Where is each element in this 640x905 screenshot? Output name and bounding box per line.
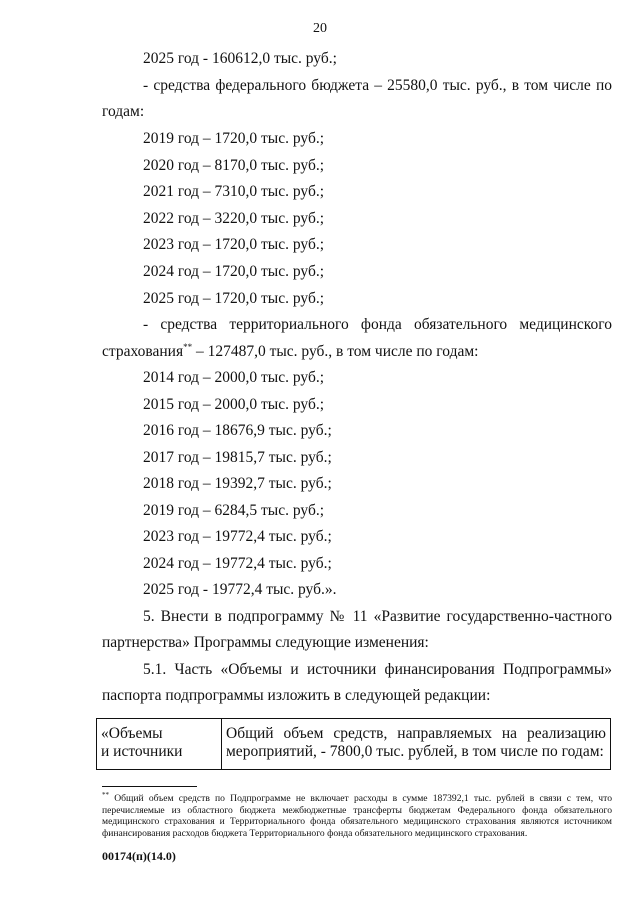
territorial-fund-label: страхования: [102, 343, 184, 360]
federal-year-line: 2025 год – 1720,0 тыс. руб.;: [143, 290, 325, 307]
page-number: 20: [313, 21, 327, 36]
table-cell-label: [97, 719, 222, 770]
federal-year-line: 2024 год – 1720,0 тыс. руб.;: [143, 263, 325, 280]
territorial-year-line: 2014 год – 2000,0 тыс. руб.;: [143, 369, 325, 386]
footnote-text: Общий объем средств по Подпрограмме не включает расходы в сумме 187392,1 тыс. рублей в связи с тем, что перечисляемые из областного бюджета межбюджетные трансферты бюджетам Федерального фонда обязательного медицинского страхования и Территориального фонда обязательного медицинского страхования являются источником финансирования расходов бюджета Территориального фонда обязательного медицинского страхования.: [102, 793, 612, 839]
footnote-marker: **: [102, 790, 109, 799]
territorial-year-line: 2016 год – 18676,9 тыс. руб.;: [143, 422, 332, 439]
territorial-year-line: 2015 год – 2000,0 тыс. руб.;: [143, 396, 325, 413]
territorial-fund-amount: – 127487,0 тыс. руб., в том числе по годам:: [192, 343, 479, 360]
item-5-1-paragraph-cont: паспорта подпрограммы изложить в следующей редакции:: [102, 687, 491, 704]
passport-table: [96, 718, 611, 770]
item-5-paragraph-cont: партнерства» Программы следующие изменения:: [102, 634, 429, 651]
table-row: [97, 719, 611, 770]
territorial-year-line: 2017 год – 19815,7 тыс. руб.;: [143, 449, 332, 466]
footnote: [102, 790, 612, 839]
federal-year-line: 2021 год – 7310,0 тыс. руб.;: [143, 183, 325, 200]
document-code: 00174(п)(14.0): [102, 849, 176, 863]
territorial-year-line: 2019 год – 6284,5 тыс. руб.;: [143, 502, 325, 519]
territorial-fund-intro-cont: [102, 343, 478, 361]
table-label-line: «Объемы: [101, 725, 163, 742]
footnote-ref-marker: **: [183, 341, 193, 352]
text-line: 2025 год - 160612,0 тыс. руб.;: [143, 50, 337, 67]
territorial-fund-intro: - средства территориального фонда обязательного медицинского: [143, 316, 612, 333]
table-label-line: и источники: [101, 743, 183, 760]
territorial-year-line: 2018 год – 19392,7 тыс. руб.;: [143, 475, 332, 492]
federal-year-line: 2023 год – 1720,0 тыс. руб.;: [143, 236, 325, 253]
item-5-1-paragraph: 5.1. Часть «Объемы и источники финансирования Подпрограммы»: [143, 661, 612, 678]
territorial-year-line: 2025 год - 19772,4 тыс. руб.».: [143, 581, 337, 598]
territorial-year-line: 2024 год – 19772,4 тыс. руб.;: [143, 555, 332, 572]
table-cell-value: Общий объем средств, направляемых на реализацию мероприятий, - 7800,0 тыс. рублей, в том числе по годам:: [222, 719, 611, 770]
federal-year-line: 2020 год – 8170,0 тыс. руб.;: [143, 157, 325, 174]
federal-year-line: 2022 год – 3220,0 тыс. руб.;: [143, 210, 325, 227]
territorial-year-line: 2023 год – 19772,4 тыс. руб.;: [143, 528, 332, 545]
item-5-paragraph: 5. Внести в подпрограмму № 11 «Развитие государственно-частного: [143, 608, 612, 625]
federal-budget-intro: - средства федерального бюджета – 25580,0 тыс. руб., в том числе по: [143, 77, 612, 94]
footnote-divider: [102, 786, 197, 787]
federal-year-line: 2019 год – 1720,0 тыс. руб.;: [143, 130, 325, 147]
federal-budget-intro-cont: годам:: [102, 103, 145, 120]
